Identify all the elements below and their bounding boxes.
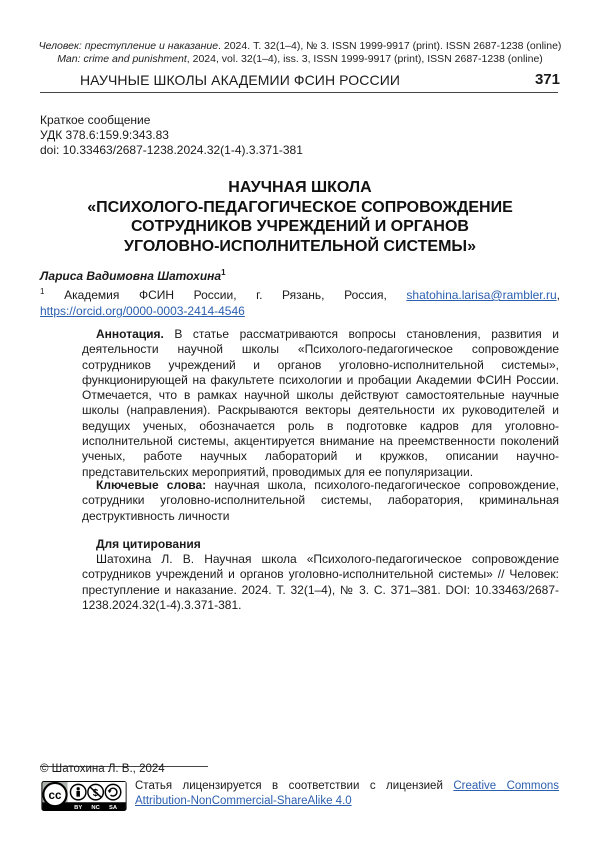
title-line: УГОЛОВНО-ИСПОЛНИТЕЛЬНОЙ СИСТЕМЫ» xyxy=(40,237,560,257)
title-line: НАУЧНАЯ ШКОЛА xyxy=(40,178,560,198)
udc-code: УДК 378.6:159.9:343.83 xyxy=(40,128,169,143)
keywords-label: Ключевые слова: xyxy=(96,478,206,492)
keywords-text: научная школа, психолого-педагогическое сопровождение, сотрудники уголовно-исполнительной системы, лаборатория, криминальная деструктивность личности xyxy=(82,478,559,523)
author-marker: 1 xyxy=(221,268,225,277)
title-line: «ПСИХОЛОГО-ПЕДАГОГИЧЕСКОЕ СОПРОВОЖДЕНИЕ xyxy=(40,198,560,218)
cc-label-sa: SA xyxy=(109,805,118,811)
abstract-text: В статье рассматриваются вопросы становления, развития и деятельности научной школы «Психолого-педагогическое сопровождение сотрудников учреждений и органов уголовно-исполнительной системы», функционирующей на факультете психологии и пробации Академии ФСИН России. Отмечается, что в рамках научной школы действуют самостоятельные научные школы (направления). Раскрываются векторы деятельности их руководителей и ведущих ученых, обозначается роль в подготовке кадров для уголовно-исполнительной системы, акцентируется внимание на преемственности поколений ученых, работе научных лабораторий и кружков, описании научно-представительских мероприятий, проводимых для ее популяризации. xyxy=(82,327,559,479)
keywords xyxy=(82,478,559,524)
author-email-link[interactable]: shatohina.larisa@rambler.ru xyxy=(406,288,556,302)
doi: doi: 10.33463/2687-1238.2024.32(1-4).3.371-381 xyxy=(40,143,303,158)
cc-badge-text: cc xyxy=(49,789,62,802)
sa-icon xyxy=(105,784,120,799)
license-text xyxy=(135,779,559,809)
journal-issue-ru: . 2024. Т. 32(1–4), № 3. ISSN 1999-9917 (print). ISSN 2687-1238 (online) xyxy=(218,40,561,52)
cc-label-by: BY xyxy=(74,805,82,811)
affiliation-text: Академия ФСИН России, г. Рязань, Россия, xyxy=(64,288,387,302)
article-type: Краткое сообщение xyxy=(40,113,150,128)
cc-by-nc-sa-badge-icon[interactable] xyxy=(40,781,128,811)
page-number: 371 xyxy=(530,71,560,88)
citation-text: Шатохина Л. В. Научная школа «Психолого-педагогическое сопровождение сотрудников учреждений и органов уголовно-исполнительной системы» // Человек: преступление и наказание. 2024. Т. 32(1–4), № 3. С. 371–381. DOI: 10.33463/2687-1238.2024.32(1-4).3.371-381. xyxy=(82,552,559,613)
abstract-label: Аннотация. xyxy=(96,327,164,341)
abstract xyxy=(82,327,559,480)
copyright: © Шатохина Л. В., 2024 xyxy=(40,763,165,775)
affiliation-marker: 1 xyxy=(40,287,44,296)
author-affiliation: 1 Академия ФСИН России, г. Рязань, Россия, shatohina.larisa@rambler.ru, https://orcid.org/0000-0003-2414-4546 xyxy=(40,284,560,319)
author-name xyxy=(40,268,226,283)
journal-name-ru: Человек: преступление и наказание xyxy=(39,40,218,52)
license-prefix: Статья лицензируется в соответствии с лицензией xyxy=(135,780,443,792)
journal-header-ru xyxy=(0,40,600,53)
cc-label-nc: NC xyxy=(91,805,100,811)
section-title: НАУЧНЫЕ ШКОЛЫ АКАДЕМИИ ФСИН РОССИИ xyxy=(0,72,480,88)
article-title xyxy=(40,178,560,256)
author-name-text: Лариса Вадимовна Шатохина xyxy=(40,269,221,283)
title-line: СОТРУДНИКОВ УЧРЕЖДЕНИЙ И ОРГАНОВ xyxy=(40,217,560,237)
license-link[interactable]: Creative Commons Attribution-NonCommercial-ShareAlike 4.0 xyxy=(135,780,559,807)
journal-name-en: Man: crime and punishment xyxy=(57,53,187,65)
journal-issue-en: , 2024, vol. 32(1–4), iss. 3, ISSN 1999-9917 (print), ISSN 2687-1238 (online) xyxy=(187,53,543,65)
orcid-link[interactable]: https://orcid.org/0000-0003-2414-4546 xyxy=(40,304,245,318)
svg-text:$: $ xyxy=(93,788,99,799)
journal-header-en xyxy=(0,53,600,66)
citation-label: Для цитирования xyxy=(96,537,201,551)
